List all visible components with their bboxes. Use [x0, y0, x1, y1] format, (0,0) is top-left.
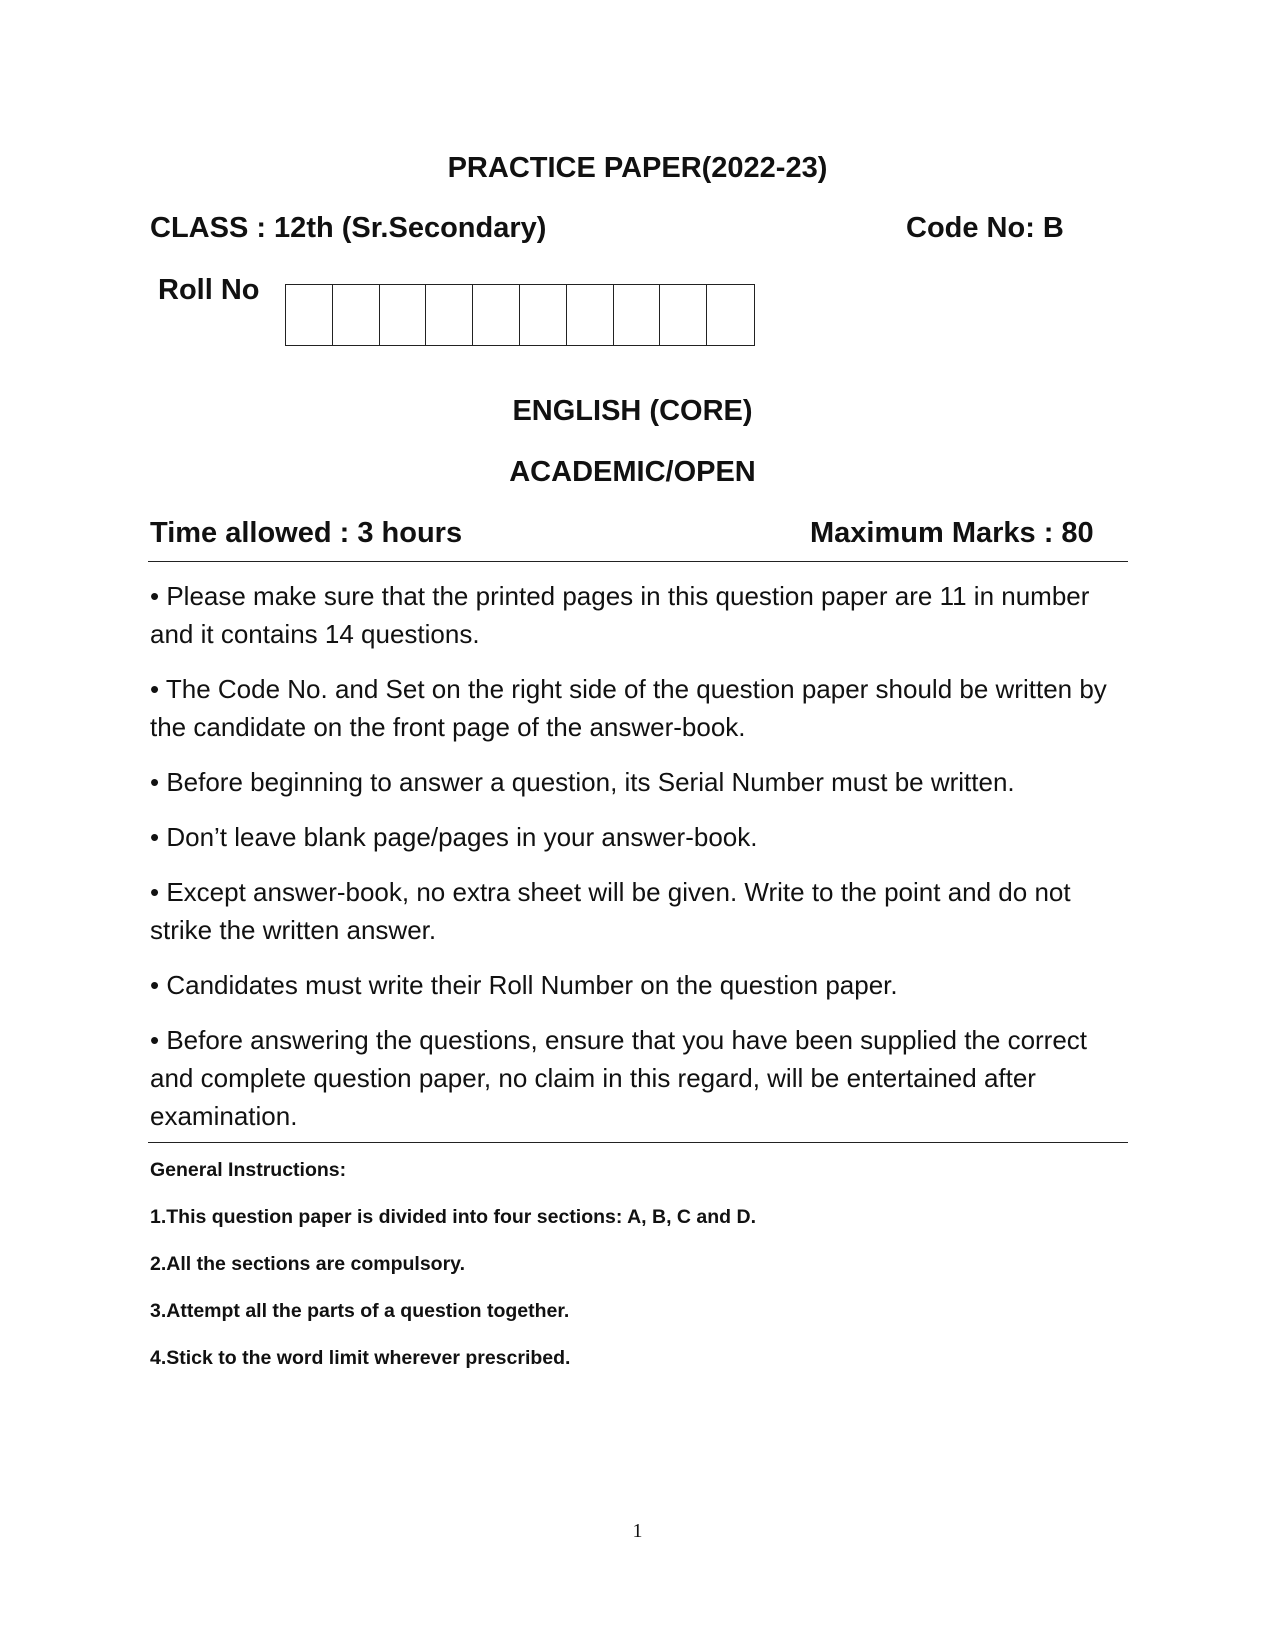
roll-number-cell[interactable]: [707, 285, 754, 345]
note-item: • Please make sure that the printed pages in this question paper are 11 in number and it contains 14 questions.: [150, 581, 1090, 649]
roll-number-cell[interactable]: [286, 285, 333, 345]
roll-number-cell[interactable]: [473, 285, 520, 345]
paper-title: PRACTICE PAPER(2022-23): [447, 152, 828, 184]
page-number: 1: [632, 1520, 643, 1542]
candidate-notes: [150, 577, 1130, 1152]
general-instructions: [150, 1158, 1130, 1393]
note-item: • Before beginning to answer a question, its Serial Number must be written.: [150, 767, 1015, 797]
note-item: • Don’t leave blank page/pages in your answer-book.: [150, 822, 758, 852]
roll-number-cell[interactable]: [614, 285, 661, 345]
class-label: CLASS : 12th (Sr.Secondary): [150, 212, 547, 244]
roll-number-cell[interactable]: [660, 285, 707, 345]
maximum-marks: Maximum Marks : 80: [810, 517, 1094, 549]
time-allowed: Time allowed : 3 hours: [150, 517, 463, 549]
general-instructions-heading: General Instructions:: [150, 1159, 347, 1181]
note-item: • Candidates must write their Roll Number on the question paper.: [150, 970, 898, 1000]
roll-number-cell[interactable]: [380, 285, 427, 345]
roll-number-boxes[interactable]: [285, 284, 755, 346]
note-item: • Except answer-book, no extra sheet will be given. Write to the point and do not strike the written answer.: [150, 877, 1071, 945]
instruction-item: 1.This question paper is divided into four sections: A, B, C and D.: [150, 1206, 757, 1228]
code-number: Code No: B: [906, 212, 1064, 244]
top-divider: [148, 561, 1128, 562]
note-item: • Before answering the questions, ensure that you have been supplied the correct and complete question paper, no claim in this regard, will be entertained after examination.: [150, 1025, 1088, 1131]
note-item: • The Code No. and Set on the right side of the question paper should be written by the candidate on the front page of the answer-book.: [150, 674, 1107, 742]
roll-number-cell[interactable]: [520, 285, 567, 345]
roll-number-label: Roll No: [158, 274, 260, 306]
roll-number-cell[interactable]: [567, 285, 614, 345]
instruction-item: 3.Attempt all the parts of a question together.: [150, 1300, 570, 1322]
instruction-item: 4.Stick to the word limit wherever prescribed.: [150, 1347, 571, 1369]
instruction-item: 2.All the sections are compulsory.: [150, 1253, 465, 1275]
bottom-divider: [148, 1142, 1128, 1143]
roll-number-cell[interactable]: [333, 285, 380, 345]
subject-name: ENGLISH (CORE): [512, 395, 753, 427]
roll-number-cell[interactable]: [426, 285, 473, 345]
subject-stream: ACADEMIC/OPEN: [509, 456, 756, 488]
